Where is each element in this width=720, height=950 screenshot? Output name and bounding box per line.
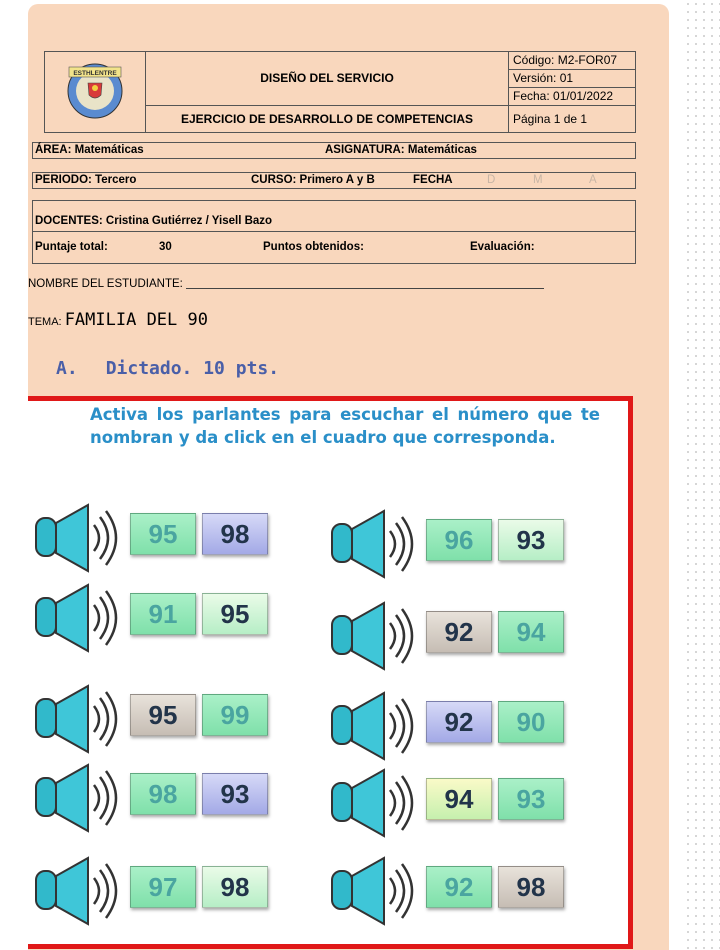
evaluation-label: Evaluación: bbox=[470, 241, 535, 253]
speaker-icon[interactable] bbox=[328, 509, 428, 579]
dictation-item-4 bbox=[328, 601, 608, 671]
doc-page: Página 1 de 1 bbox=[509, 105, 636, 132]
speaker-icon[interactable] bbox=[32, 503, 132, 573]
number-option[interactable]: 95 bbox=[202, 593, 268, 635]
number-option[interactable]: 96 bbox=[426, 519, 492, 561]
year-field[interactable]: A bbox=[589, 174, 597, 186]
speaker-icon[interactable] bbox=[32, 684, 132, 754]
number-option[interactable]: 93 bbox=[498, 778, 564, 820]
page-margin-dots bbox=[684, 0, 720, 950]
month-field[interactable]: M bbox=[533, 174, 543, 186]
number-option[interactable]: 91 bbox=[130, 593, 196, 635]
worksheet-page bbox=[28, 4, 669, 950]
course-label: CURSO: Primero A y B bbox=[251, 174, 375, 186]
student-name-label: NOMBRE DEL ESTUDIANTE: bbox=[28, 278, 183, 290]
student-name-row bbox=[28, 278, 544, 290]
dictation-item-1 bbox=[32, 503, 312, 573]
number-option[interactable]: 94 bbox=[498, 611, 564, 653]
number-option[interactable]: 93 bbox=[498, 519, 564, 561]
number-option[interactable]: 93 bbox=[202, 773, 268, 815]
total-score-label: Puntaje total: bbox=[35, 241, 108, 253]
subject-label: ASIGNATURA: Matemáticas bbox=[325, 144, 477, 156]
doc-date: Fecha: 01/01/2022 bbox=[509, 87, 636, 105]
header-table bbox=[44, 51, 636, 133]
student-name-line[interactable] bbox=[186, 288, 544, 289]
period-row bbox=[32, 172, 636, 189]
section-letter: A. bbox=[56, 358, 78, 379]
competencies-subtitle: EJERCICIO DE DESARROLLO DE COMPETENCIAS bbox=[146, 105, 509, 132]
logo-banner-text: ESTHLENTRE bbox=[73, 69, 117, 77]
number-option[interactable]: 98 bbox=[498, 866, 564, 908]
teachers-score-box bbox=[32, 200, 636, 264]
number-option[interactable]: 98 bbox=[202, 866, 268, 908]
period-label: PERIODO: Tercero bbox=[35, 174, 137, 186]
day-field[interactable]: D bbox=[487, 174, 496, 186]
doc-code: Código: M2-FOR07 bbox=[509, 52, 636, 70]
teachers-label: DOCENTES: Cristina Gutiérrez / Yisell Bazo bbox=[35, 215, 273, 227]
topic-value: FAMILIA DEL 90 bbox=[64, 310, 208, 330]
area-label: ÁREA: Matemáticas bbox=[35, 144, 144, 156]
section-heading bbox=[56, 358, 279, 379]
instruction-text: Activa los parlantes para escuchar el número que te nombran y da click en el cuadro que corresponda. bbox=[90, 405, 600, 447]
number-option[interactable]: 95 bbox=[130, 513, 196, 555]
number-option[interactable]: 99 bbox=[202, 694, 268, 736]
speaker-icon[interactable] bbox=[32, 763, 132, 833]
number-option[interactable]: 98 bbox=[130, 773, 196, 815]
speaker-icon[interactable] bbox=[328, 691, 428, 761]
number-option[interactable]: 97 bbox=[130, 866, 196, 908]
speaker-icon[interactable] bbox=[32, 583, 132, 653]
number-option[interactable]: 90 bbox=[498, 701, 564, 743]
dictation-item-9 bbox=[32, 856, 312, 926]
speaker-icon[interactable] bbox=[328, 601, 428, 671]
area-row bbox=[32, 142, 636, 159]
service-title: DISEÑO DEL SERVICIO bbox=[146, 52, 509, 106]
date-label: FECHA bbox=[413, 174, 453, 186]
number-option[interactable]: 92 bbox=[426, 611, 492, 653]
section-title: Dictado. 10 pts. bbox=[105, 358, 280, 379]
dictation-item-10 bbox=[328, 856, 608, 926]
dictation-card bbox=[28, 396, 633, 949]
dictation-item-6 bbox=[328, 691, 608, 761]
speaker-icon[interactable] bbox=[328, 856, 428, 926]
school-logo bbox=[45, 52, 146, 133]
topic-row bbox=[28, 310, 208, 330]
dictation-item-3 bbox=[32, 583, 312, 653]
doc-version: Versión: 01 bbox=[509, 69, 636, 87]
number-option[interactable]: 95 bbox=[130, 694, 196, 736]
points-obtained-label: Puntos obtenidos: bbox=[263, 241, 364, 253]
dictation-item-8 bbox=[328, 768, 608, 838]
number-option[interactable]: 92 bbox=[426, 866, 492, 908]
speaker-icon[interactable] bbox=[32, 856, 132, 926]
total-score-value: 30 bbox=[159, 241, 172, 253]
speaker-icon[interactable] bbox=[328, 768, 428, 838]
number-option[interactable]: 98 bbox=[202, 513, 268, 555]
topic-label: TEMA: bbox=[28, 316, 62, 328]
dictation-item-2 bbox=[328, 509, 608, 579]
number-option[interactable]: 92 bbox=[426, 701, 492, 743]
dictation-item-7 bbox=[32, 763, 312, 833]
number-option[interactable]: 94 bbox=[426, 778, 492, 820]
dictation-item-5 bbox=[32, 684, 312, 754]
